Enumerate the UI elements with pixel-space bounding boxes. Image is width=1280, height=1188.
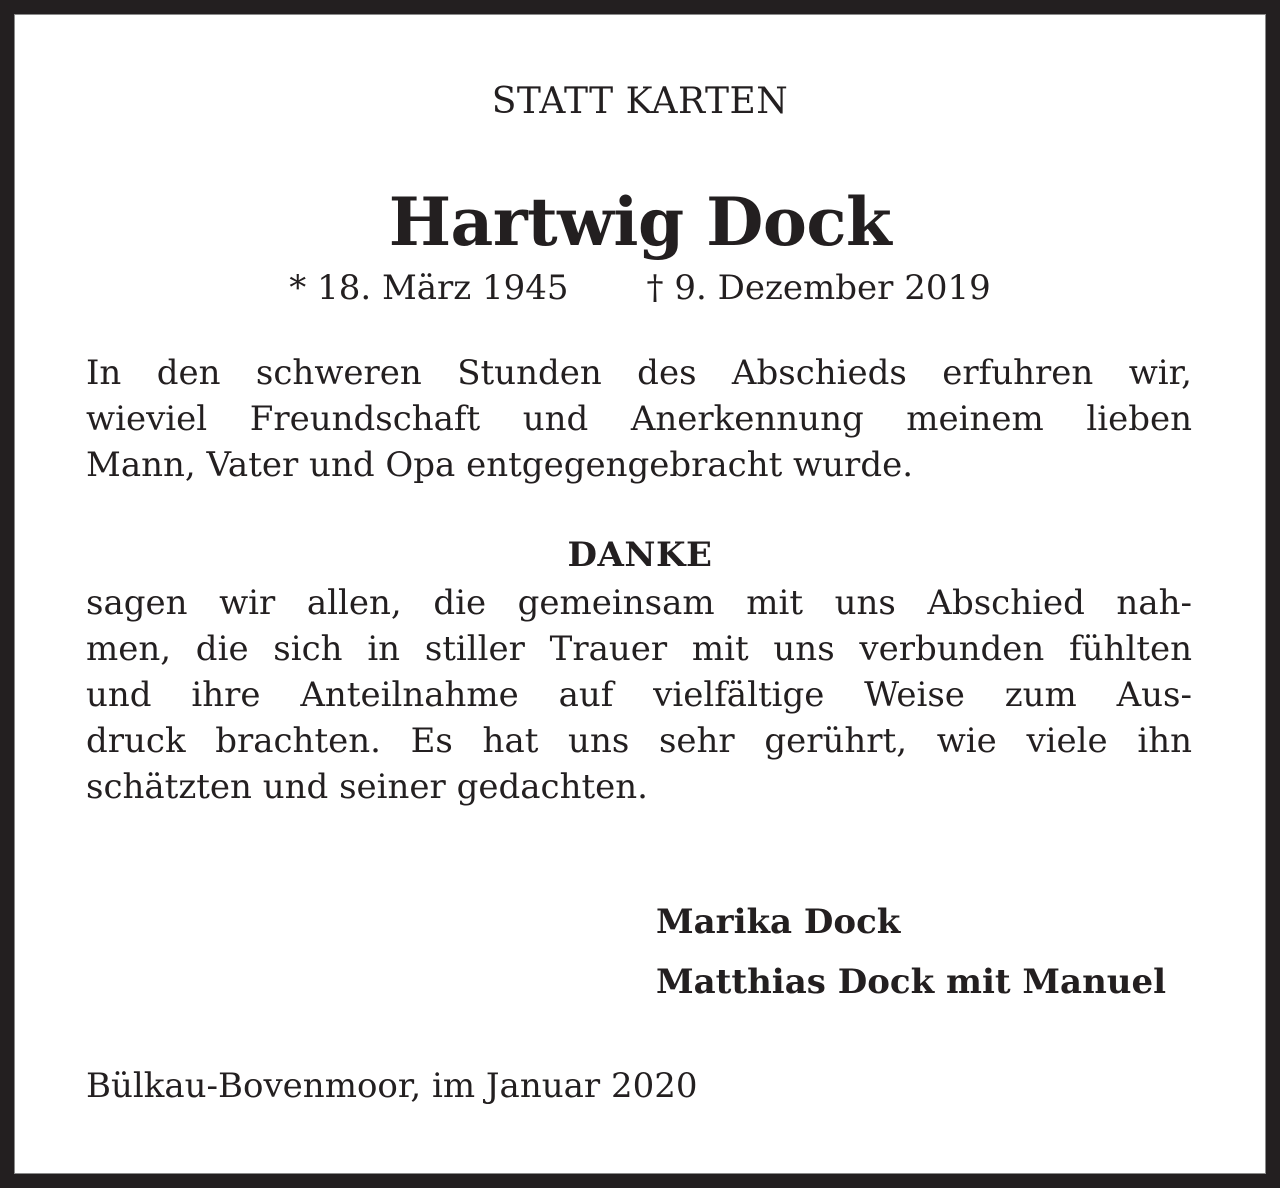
paragraph-line: schätzten und seiner gedachten. [86,767,648,807]
death-date: † 9. Dezember 2019 [646,268,991,308]
notice-paper [14,14,1266,1174]
paragraph-line: wieviel Freundschaft und Anerkennung meinem lieben [86,399,1192,439]
paragraph-line: und ihre Anteilnahme auf vielfältige Weise zum Aus- [86,675,1192,715]
paragraph-line: In den schweren Stunden des Abschieds erfuhren wir, [86,353,1192,393]
life-dates [14,266,1266,310]
deceased-name: Hartwig Dock [388,183,892,261]
thanks-heading: DANKE [567,535,713,575]
paragraph-line: druck brachten. Es hat uns sehr gerührt, wie viele ihn [86,721,1192,761]
paragraph-gratitude [86,350,1192,488]
paragraph-line: men, die sich in stiller Trauer mit uns verbunden fühlten [86,629,1192,669]
signature-matthias: Matthias Dock mit Manuel [656,962,1167,1002]
signature-marika: Marika Dock [656,902,901,942]
paragraph-thanks [86,580,1192,810]
birth-date: * 18. März 1945 [289,268,569,308]
place-and-date: Bülkau-Bovenmoor, im Januar 2020 [86,1066,698,1106]
paragraph-line: Mann, Vater und Opa entgegengebracht wurde. [86,445,914,485]
paragraph-line: sagen wir allen, die gemeinsam mit uns Abschied nah- [86,583,1192,623]
notice-header: STATT KARTEN [491,81,789,122]
